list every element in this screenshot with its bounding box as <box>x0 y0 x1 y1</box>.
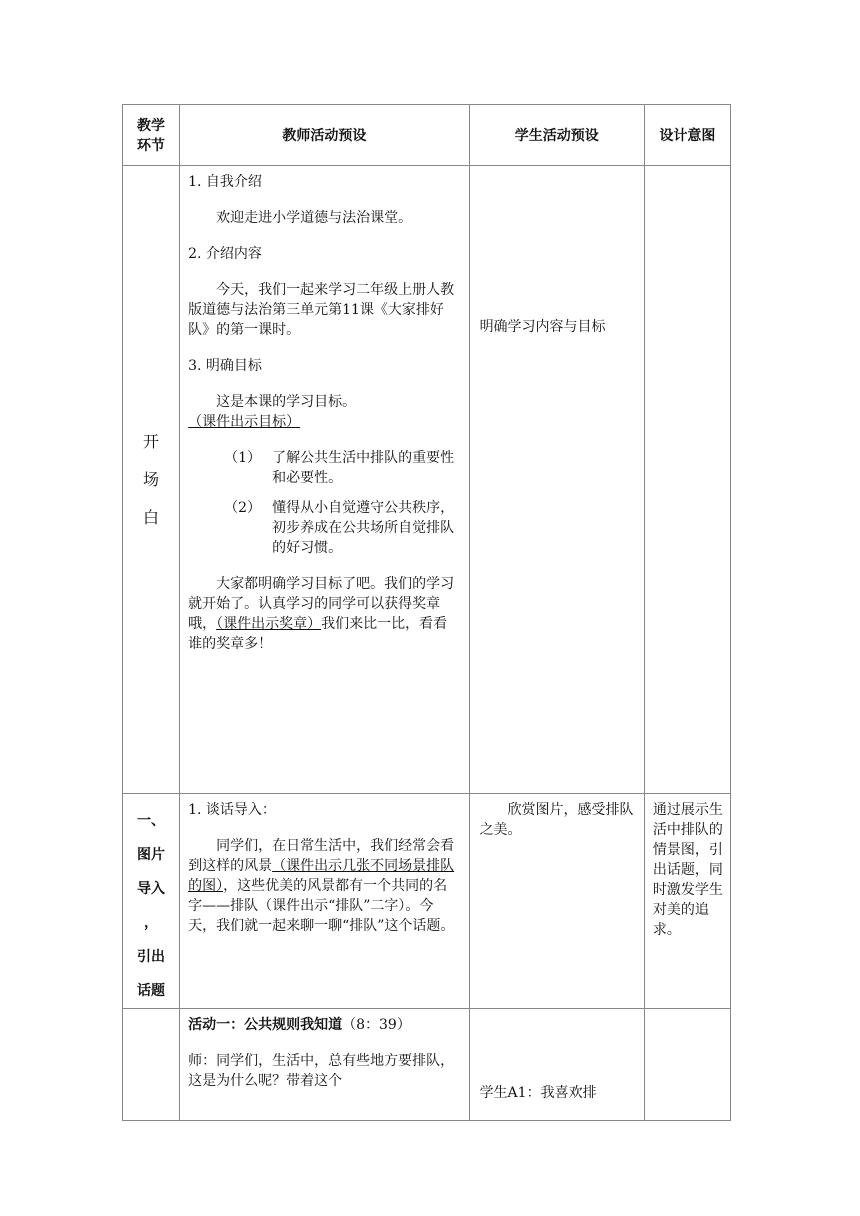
courseware-note: （课件出示几张不同场景排队的图） <box>188 858 455 894</box>
stage-intro <box>123 794 180 1009</box>
stage-char: 引出 <box>137 949 166 965</box>
section-heading: 2. 介绍内容 <box>188 246 262 262</box>
paragraph: 今天，我们一起来学习二年级上册人教版道德与法治第三单元第11课《大家排好队》的第一课时。 <box>188 282 455 338</box>
header-intent: 设计意图 <box>644 105 730 166</box>
header-stage-line1: 教学 <box>137 118 166 134</box>
row-activity1 <box>123 1009 731 1121</box>
header-student: 学生活动预设 <box>469 105 644 166</box>
stage-char: 一、 <box>137 813 166 829</box>
activity-title-text: 活动一：公共规则我知道 <box>188 1017 343 1033</box>
goal-item <box>188 448 460 488</box>
stage-char: 白 <box>143 507 160 527</box>
student-activity-opening: 明确学习内容与目标 <box>469 166 644 794</box>
header-teacher: 教师活动预设 <box>180 105 469 166</box>
courseware-note: （课件出示奖章） <box>216 616 322 632</box>
header-stage-line2: 环节 <box>137 138 166 154</box>
paragraph: 欢迎走进小学道德与法治课堂。 <box>216 210 413 226</box>
header-row <box>123 105 731 166</box>
stage-opening <box>123 166 180 794</box>
paragraph-text: 大家都明确学习目标了吧。我们的学习就开始了。认真学习的同学可以获得奖章哦， <box>188 576 455 632</box>
stage-char: 图片 <box>137 847 166 863</box>
paragraph: 师：同学们，生活中，总有些地方要排队，这是为什么呢？带着这个 <box>188 1053 455 1089</box>
goal-text: 懂得从小自觉遵守公共秩序，初步养成在公共场所自觉排队的好习惯。 <box>272 500 455 556</box>
stage-activity1 <box>123 1009 180 1121</box>
paragraph-text: 我们来比一比，看看谁的奖章多！ <box>188 616 448 652</box>
teacher-activity-opening <box>180 166 469 794</box>
activity-time: （8：39） <box>342 1017 411 1033</box>
intent-opening <box>644 166 730 794</box>
teacher-activity-1 <box>180 1009 469 1121</box>
header-stage <box>123 105 180 166</box>
teacher-activity-intro <box>180 794 469 1009</box>
paragraph <box>188 836 460 936</box>
row-opening <box>123 166 731 794</box>
stage-char: 场 <box>143 469 160 489</box>
goal-number: （1） <box>224 450 262 466</box>
intent-intro: 通过展示生活中排队的情景图，引出话题，同时激发学生对美的追求。 <box>644 794 730 1009</box>
goal-text: 了解公共生活中排队的重要性和必要性。 <box>272 450 455 486</box>
stage-char: 导入 <box>137 881 166 897</box>
stage-char: 话题 <box>137 983 166 999</box>
paragraph <box>188 392 460 432</box>
row-intro <box>123 794 731 1009</box>
goal-number: （2） <box>224 500 262 516</box>
student-activity-1 <box>469 1009 644 1121</box>
courseware-note: （课件出示目标） <box>188 414 301 430</box>
paragraph <box>188 574 460 654</box>
intent-activity1 <box>644 1009 730 1121</box>
goal-item <box>188 498 460 558</box>
paragraph-text: ，这些优美的风景都有一个共同的名字——排队（课件出示“排队”二字）。今天，我们就一起来聊一聊“排队”这个话题。 <box>188 878 455 934</box>
paragraph-text: 这是本课的学习目标。 <box>216 394 357 410</box>
stage-char: 开 <box>143 431 160 451</box>
section-heading: 3. 明确目标 <box>188 358 262 374</box>
paragraph-text: 同学们，在日常生活中，我们经常会看到这样的风景 <box>188 838 455 874</box>
paragraph: 欣赏图片，感受排队之美。 <box>479 802 634 838</box>
student-activity-intro <box>469 794 644 1009</box>
lesson-plan-table <box>122 104 731 1121</box>
section-heading: 1. 谈话导入： <box>188 802 276 818</box>
student-response: 学生A1：我喜欢排 <box>479 1085 597 1101</box>
section-heading: 1. 自我介绍 <box>188 174 262 190</box>
stage-char: ， <box>144 915 159 931</box>
activity-title <box>188 1015 460 1035</box>
